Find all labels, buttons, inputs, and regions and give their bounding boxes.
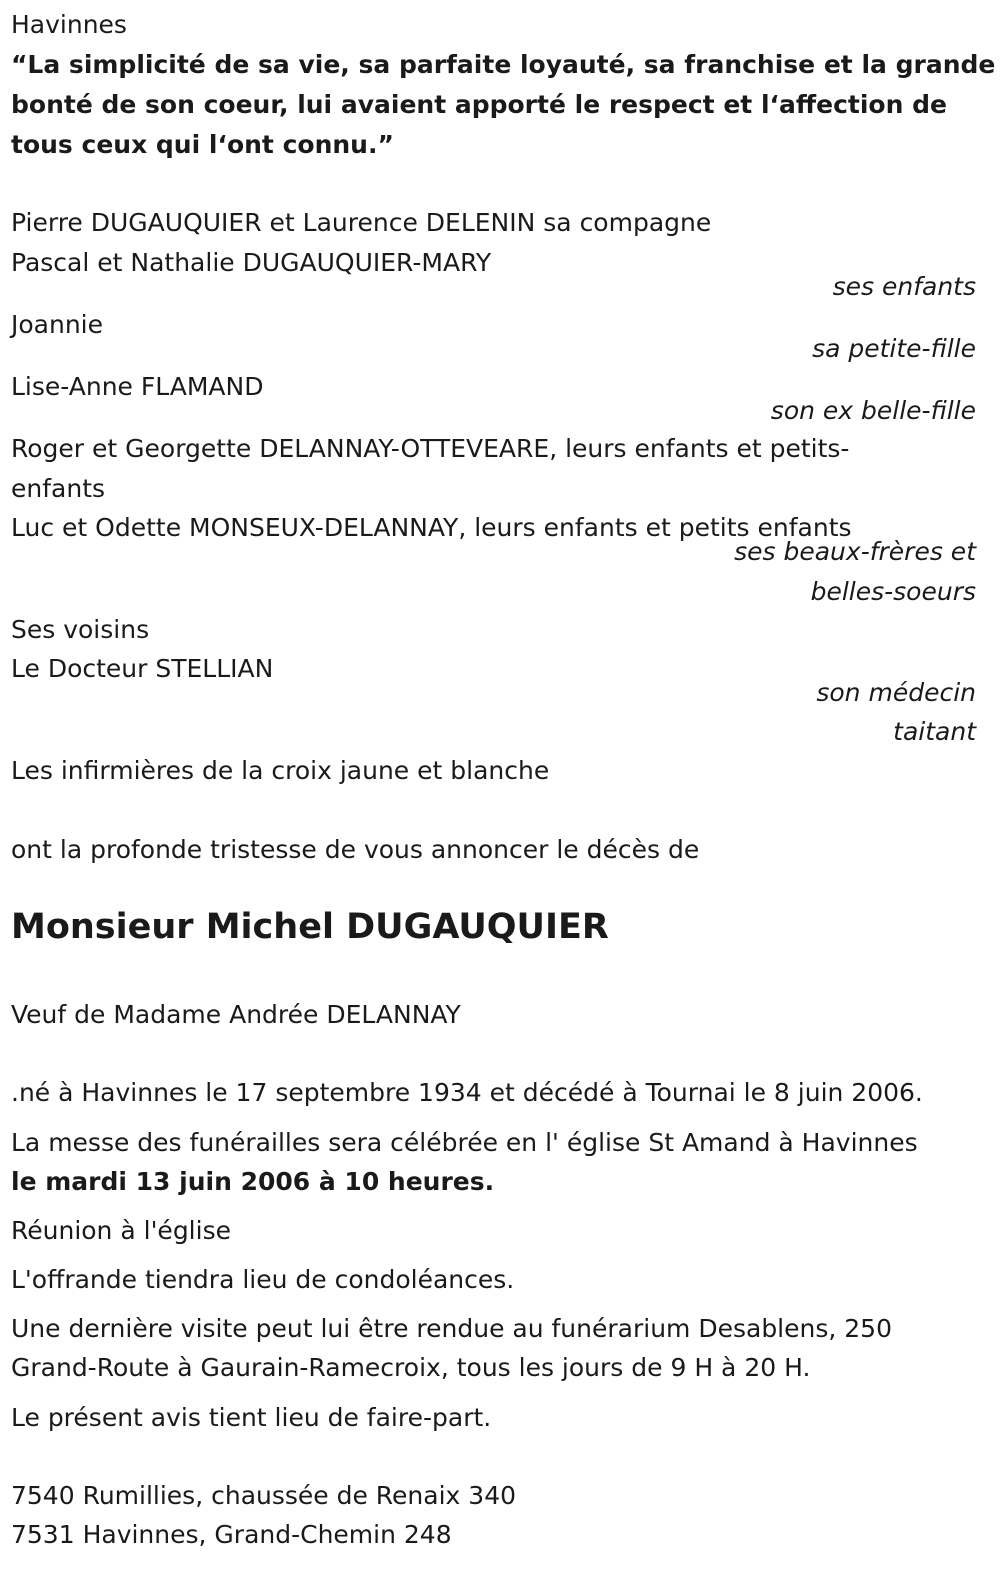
in-laws-line-3: Luc et Odette MONSEUX-DELANNAY, leurs enfants et petits enfants — [11, 513, 852, 542]
doctor-role-line-2: taitant — [893, 717, 976, 746]
visit-line-1: Une dernière visite peut lui être rendue au funérarium Desablens, 250 — [11, 1314, 892, 1343]
in-laws-line-1: Roger et Georgette DELANNAY-OTTEVEARE, leurs enfants et petits- — [11, 434, 850, 463]
in-laws-role-line-2: belles-soeurs — [810, 577, 976, 606]
children-role: ses enfants — [832, 272, 976, 301]
quote-line-1: “La simplicité de sa vie, sa parfaite loyauté, sa franchise et la grande — [11, 50, 996, 79]
offering-info: L'offrande tiendra lieu de condoléances. — [11, 1265, 515, 1294]
birth-death: .né à Havinnes le 17 septembre 1934 et décédé à Tournai le 8 juin 2006. — [11, 1078, 923, 1107]
child-1: Pierre DUGAUQUIER et Laurence DELENIN sa compagne — [11, 208, 712, 237]
address-1: 7540 Rumillies, chaussée de Renaix 340 — [11, 1481, 517, 1510]
ex-daughter-in-law: Lise-Anne FLAMAND — [11, 372, 264, 401]
address-2: 7531 Havinnes, Grand-Chemin 248 — [11, 1520, 452, 1549]
granddaughter-role: sa petite-fille — [812, 334, 976, 363]
widower-of: Veuf de Madame Andrée DELANNAY — [11, 1000, 461, 1029]
in-laws-role-line-1: ses beaux-frères et — [734, 537, 976, 566]
mass-date: le mardi 13 juin 2006 à 10 heures. — [11, 1167, 495, 1196]
child-2: Pascal et Nathalie DUGAUQUIER-MARY — [11, 248, 492, 277]
granddaughter: Joannie — [11, 310, 104, 339]
neighbours: Ses voisins — [11, 615, 150, 644]
notice: Le présent avis tient lieu de faire-part. — [11, 1403, 492, 1432]
in-laws-line-2: enfants — [11, 474, 106, 503]
visit-line-2: Grand-Route à Gaurain-Ramecroix, tous les jours de 9 H à 20 H. — [11, 1353, 811, 1382]
announcement: ont la profonde tristesse de vous annoncer le décès de — [11, 835, 700, 864]
deceased-name: Monsieur Michel DUGAUQUIER — [11, 907, 609, 947]
meeting-info: Réunion à l'église — [11, 1216, 231, 1245]
mass-info: La messe des funérailles sera célébrée en l' église St Amand à Havinnes — [11, 1128, 918, 1157]
nurses: Les infirmières de la croix jaune et blanche — [11, 756, 550, 785]
village-heading: Havinnes — [11, 10, 127, 39]
ex-daughter-in-law-role: son ex belle-fille — [770, 396, 976, 425]
quote-line-3: tous ceux qui l‘ont connu.” — [11, 130, 394, 159]
doctor-role-line-1: son médecin — [816, 678, 976, 707]
quote-line-2: bonté de son coeur, lui avaient apporté le respect et l‘affection de — [11, 90, 947, 119]
doctor: Le Docteur STELLIAN — [11, 654, 274, 683]
